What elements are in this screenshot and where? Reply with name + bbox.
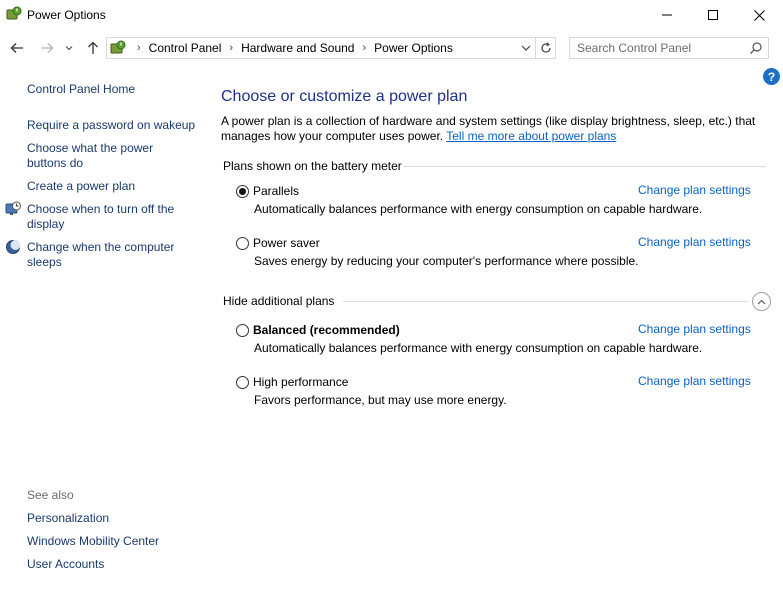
plan-high-performance <box>236 374 771 407</box>
link-text: buttons do <box>27 156 84 170</box>
radio-selected-dot <box>239 188 246 195</box>
battery-meter-section-header: Plans shown on the battery meter <box>223 159 402 173</box>
plan-name[interactable]: High performance <box>253 375 349 389</box>
link-text: Create a power plan <box>27 179 136 193</box>
chevron-up-icon <box>757 299 766 305</box>
title-bar <box>0 0 783 31</box>
refresh-icon <box>540 42 552 54</box>
recent-locations-button[interactable] <box>62 38 76 58</box>
chevron-right-icon: › <box>137 42 141 54</box>
help-icon[interactable]: ? <box>763 68 780 85</box>
description-text: A power plan is a collection of hardware and system settings (like display brightness, sleep, etc.) that manages how your computer uses power. <box>221 114 756 143</box>
window-title: Power Options <box>27 8 106 22</box>
plan-radio-power-saver[interactable] <box>236 237 249 250</box>
power-options-icon <box>6 6 22 22</box>
address-dropdown-button[interactable] <box>519 41 533 55</box>
page-title: Choose or customize a power plan <box>221 88 468 105</box>
plan-power-saver <box>236 235 771 268</box>
change-plan-settings-link[interactable]: Change plan settings <box>638 183 751 197</box>
plan-name[interactable]: Power saver <box>253 236 320 250</box>
link-text: display <box>27 217 65 231</box>
plan-radio-high-performance[interactable] <box>236 376 249 389</box>
chevron-down-icon <box>65 45 73 51</box>
personalization-link[interactable]: Personalization <box>27 511 110 525</box>
plan-radio-parallels[interactable] <box>236 185 249 198</box>
breadcrumb <box>129 41 453 55</box>
plan-description: Automatically balances performance with energy consumption on capable hardware. <box>254 341 703 355</box>
change-plan-settings-link[interactable]: Change plan settings <box>638 235 751 249</box>
minimize-button[interactable] <box>644 0 690 30</box>
link-text: Choose what the power <box>27 141 154 155</box>
back-button[interactable] <box>6 38 28 58</box>
breadcrumb-hardware-and-sound[interactable]: Hardware and Sound <box>241 41 355 55</box>
control-panel-home-link[interactable]: Control Panel Home <box>27 82 136 96</box>
forward-arrow-icon <box>40 42 54 54</box>
learn-more-link[interactable]: Tell me more about power plans <box>446 129 617 143</box>
maximize-icon <box>708 10 718 20</box>
search-input[interactable] <box>570 38 746 58</box>
forward-button[interactable] <box>36 38 58 58</box>
control-panel-icon <box>109 40 127 56</box>
link-text: Choose when to turn off the <box>27 202 175 216</box>
up-button[interactable] <box>82 38 104 58</box>
plan-description: Automatically balances performance with energy consumption on capable hardware. <box>254 202 703 216</box>
minimize-icon <box>662 10 672 20</box>
user-accounts-link[interactable]: User Accounts <box>27 557 105 571</box>
plan-parallels <box>236 183 771 216</box>
chevron-right-icon[interactable]: › <box>229 42 234 54</box>
hide-additional-plans-header[interactable]: Hide additional plans <box>223 294 335 308</box>
plan-name[interactable]: Parallels <box>253 184 300 198</box>
maximize-button[interactable] <box>690 0 736 30</box>
collapse-plans-button[interactable] <box>752 292 771 311</box>
create-power-plan-link[interactable] <box>27 179 135 194</box>
plan-description: Favors performance, but may use more energy. <box>254 393 507 407</box>
section-divider <box>404 166 766 167</box>
plan-description: Saves energy by reducing your computer's performance where possible. <box>254 254 639 268</box>
close-icon <box>754 10 765 21</box>
up-arrow-icon <box>87 41 99 55</box>
link-text: Change when the computer <box>27 240 175 254</box>
search-icon[interactable] <box>749 41 763 55</box>
breadcrumb-control-panel[interactable]: Control Panel <box>148 41 222 55</box>
link-text: Require a password on wakeup <box>27 118 196 132</box>
power-buttons-link[interactable] <box>27 141 153 171</box>
chevron-right-icon[interactable]: › <box>362 42 367 54</box>
search-box[interactable] <box>569 37 769 59</box>
change-plan-settings-link[interactable]: Change plan settings <box>638 322 751 336</box>
page-description <box>221 114 761 144</box>
navigation-bar <box>0 33 783 63</box>
plan-name[interactable]: Balanced (recommended) <box>253 323 400 337</box>
section-divider <box>343 301 748 302</box>
chevron-down-icon <box>521 45 531 51</box>
mobility-center-link[interactable]: Windows Mobility Center <box>27 534 160 548</box>
close-button[interactable] <box>736 0 782 30</box>
computer-sleeps-link[interactable] <box>27 240 174 270</box>
display-clock-icon <box>5 201 21 217</box>
require-password-link[interactable] <box>27 118 195 133</box>
change-plan-settings-link[interactable]: Change plan settings <box>638 374 751 388</box>
see-also-heading: See also <box>27 488 74 502</box>
back-arrow-icon <box>10 42 24 54</box>
refresh-button[interactable] <box>536 37 556 59</box>
moon-icon <box>5 239 21 255</box>
link-text: sleeps <box>27 255 62 269</box>
address-bar[interactable] <box>106 37 536 59</box>
plan-radio-balanced[interactable] <box>236 324 249 337</box>
turn-off-display-link[interactable] <box>27 202 174 232</box>
breadcrumb-power-options[interactable]: Power Options <box>374 41 453 55</box>
plan-balanced <box>236 322 771 355</box>
